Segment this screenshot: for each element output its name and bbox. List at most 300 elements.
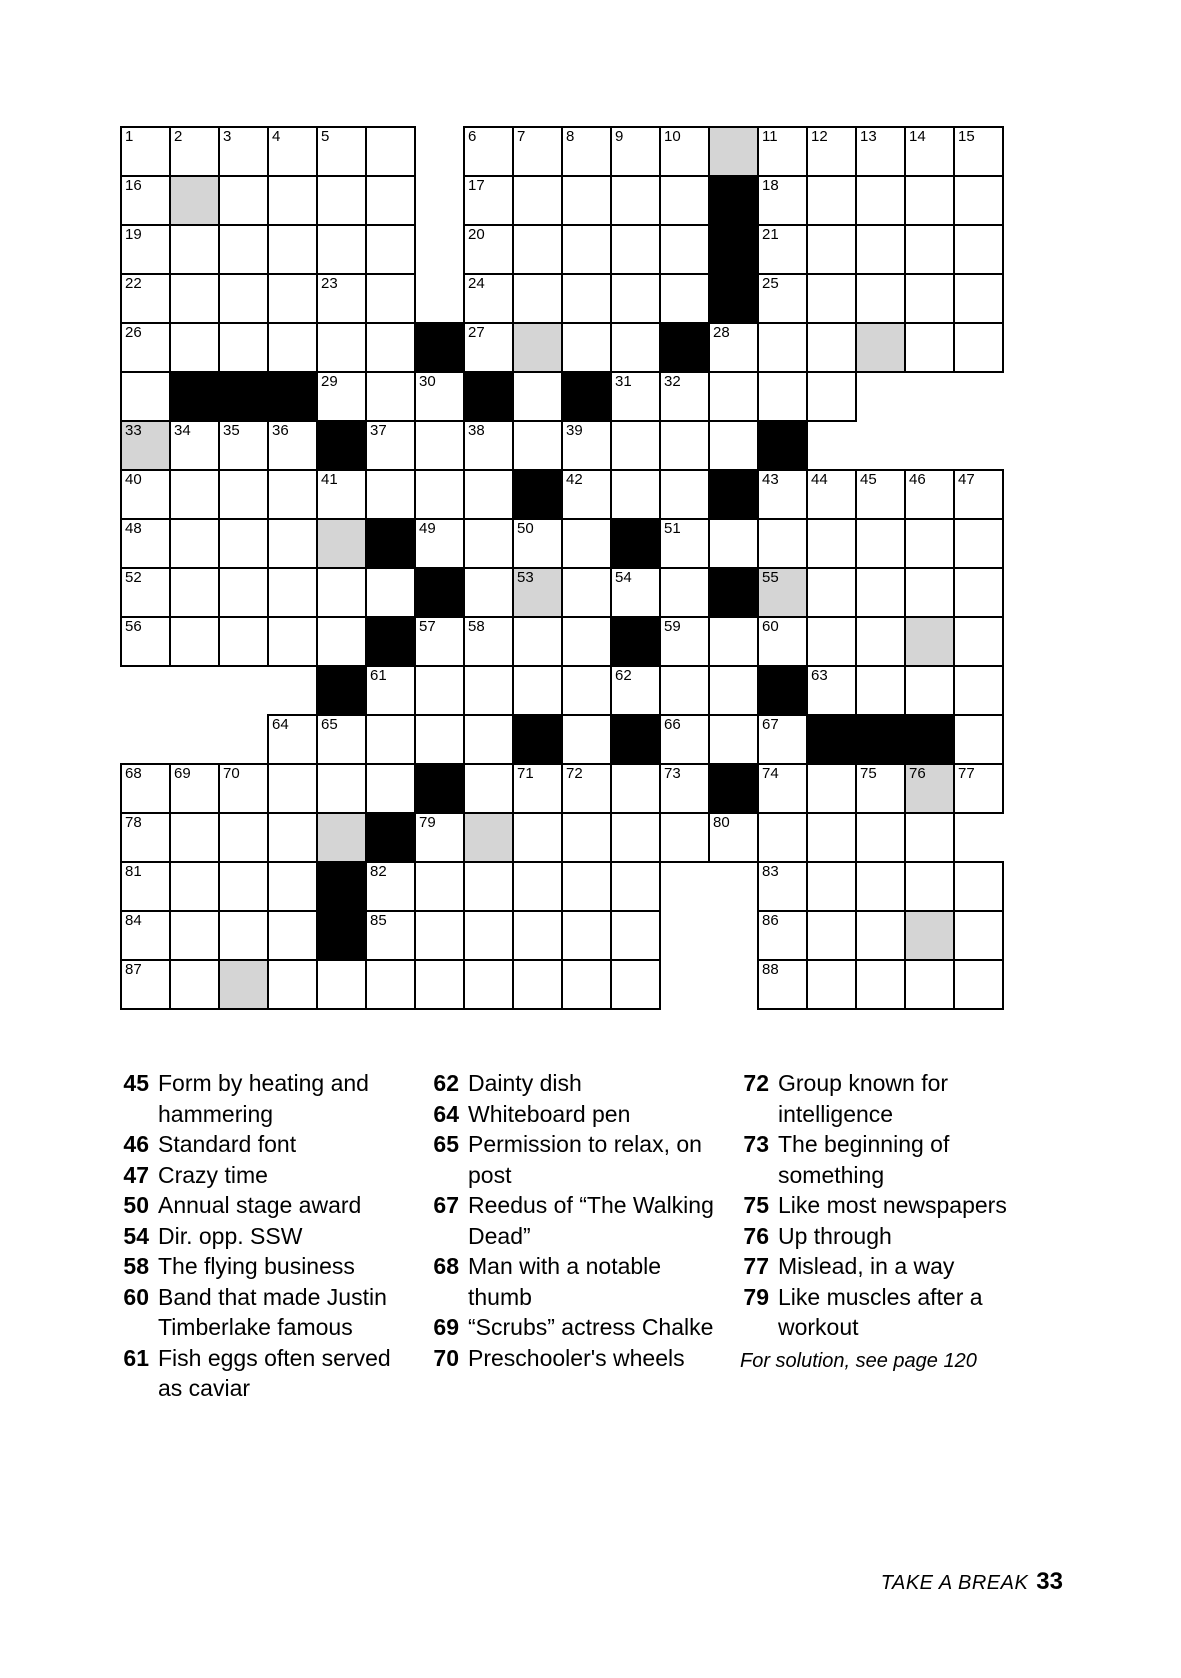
grid-cell[interactable] [807, 127, 856, 176]
grid-cell[interactable] [807, 568, 856, 617]
grid-cell[interactable] [905, 813, 954, 862]
grid-cell[interactable] [856, 764, 905, 813]
grid-cell[interactable] [415, 911, 464, 960]
grid-cell[interactable] [758, 470, 807, 519]
grid-cell[interactable] [562, 666, 611, 715]
grid-cell[interactable] [905, 568, 954, 617]
grid-cell[interactable] [121, 176, 170, 225]
grid-cell[interactable] [415, 617, 464, 666]
grid-cell[interactable] [317, 715, 366, 764]
crossword-grid[interactable] [120, 126, 1004, 1010]
grid-cell-number: 77 [958, 765, 975, 782]
grid-cell[interactable] [856, 568, 905, 617]
grid-cell[interactable] [121, 274, 170, 323]
grid-block [905, 715, 954, 764]
grid-cell[interactable] [807, 519, 856, 568]
grid-cell[interactable] [807, 176, 856, 225]
grid-cell[interactable] [954, 911, 1003, 960]
grid-cell[interactable] [856, 176, 905, 225]
grid-cell[interactable] [709, 421, 758, 470]
grid-cell[interactable] [170, 421, 219, 470]
grid-cell[interactable] [856, 960, 905, 1009]
grid-cell[interactable] [170, 274, 219, 323]
grid-cell[interactable] [562, 470, 611, 519]
grid-cell[interactable] [660, 813, 709, 862]
grid-cell[interactable] [317, 813, 366, 862]
grid-cell[interactable] [513, 617, 562, 666]
grid-cell[interactable] [709, 617, 758, 666]
grid-cell[interactable] [758, 127, 807, 176]
grid-cell[interactable] [219, 862, 268, 911]
grid-cell[interactable] [660, 421, 709, 470]
grid-cell[interactable] [170, 176, 219, 225]
grid-cell[interactable] [121, 470, 170, 519]
grid-cell[interactable] [856, 470, 905, 519]
grid-block [807, 715, 856, 764]
grid-cell[interactable] [513, 960, 562, 1009]
grid-cell-number: 45 [860, 471, 877, 488]
grid-cell[interactable] [660, 225, 709, 274]
grid-cell[interactable] [660, 617, 709, 666]
grid-cell[interactable] [366, 568, 415, 617]
grid-cell[interactable] [611, 470, 660, 519]
grid-cell[interactable] [660, 470, 709, 519]
grid-cell[interactable] [513, 862, 562, 911]
grid-cell[interactable] [268, 421, 317, 470]
grid-cell[interactable] [121, 323, 170, 372]
grid-cell[interactable] [268, 568, 317, 617]
grid-cell[interactable] [415, 470, 464, 519]
grid-cell[interactable] [317, 274, 366, 323]
grid-cell[interactable] [317, 470, 366, 519]
grid-cell[interactable] [219, 568, 268, 617]
grid-cell[interactable] [219, 617, 268, 666]
grid-cell[interactable] [170, 127, 219, 176]
grid-cell[interactable] [317, 960, 366, 1009]
grid-cell[interactable] [366, 911, 415, 960]
grid-cell[interactable] [660, 764, 709, 813]
grid-cell[interactable] [366, 666, 415, 715]
grid-cell[interactable] [611, 764, 660, 813]
grid-cell[interactable] [366, 176, 415, 225]
grid-cell-number: 50 [517, 520, 534, 537]
clue-list [120, 1068, 1070, 1404]
grid-cell[interactable] [219, 911, 268, 960]
grid-cell[interactable] [513, 127, 562, 176]
grid-cell[interactable] [317, 323, 366, 372]
grid-cell[interactable] [464, 960, 513, 1009]
grid-cell[interactable] [121, 372, 170, 421]
grid-cell[interactable] [905, 617, 954, 666]
grid-cell-number: 35 [223, 422, 240, 439]
grid-cell[interactable] [856, 862, 905, 911]
grid-cell[interactable] [219, 470, 268, 519]
grid-cell[interactable] [170, 568, 219, 617]
grid-cell[interactable] [905, 323, 954, 372]
grid-cell[interactable] [268, 911, 317, 960]
grid-cell[interactable] [954, 666, 1003, 715]
grid-void [905, 421, 954, 470]
grid-cell[interactable] [758, 813, 807, 862]
grid-cell[interactable] [513, 372, 562, 421]
grid-cell[interactable] [415, 715, 464, 764]
grid-cell[interactable] [905, 274, 954, 323]
grid-cell[interactable] [366, 372, 415, 421]
grid-cell[interactable] [317, 568, 366, 617]
clue-number: 68 [433, 1253, 459, 1279]
grid-cell[interactable] [366, 225, 415, 274]
grid-cell[interactable] [954, 470, 1003, 519]
grid-cell[interactable] [954, 225, 1003, 274]
grid-cell[interactable] [513, 666, 562, 715]
grid-cell[interactable] [611, 813, 660, 862]
grid-cell[interactable] [170, 960, 219, 1009]
grid-cell-number: 14 [909, 128, 926, 145]
grid-cell[interactable] [219, 323, 268, 372]
grid-cell[interactable] [464, 274, 513, 323]
grid-cell[interactable] [121, 225, 170, 274]
grid-cell[interactable] [660, 176, 709, 225]
grid-cell[interactable] [415, 960, 464, 1009]
grid-cell[interactable] [366, 127, 415, 176]
grid-cell[interactable] [170, 862, 219, 911]
grid-void [807, 421, 856, 470]
grid-block [709, 176, 758, 225]
grid-cell[interactable] [905, 470, 954, 519]
grid-cell[interactable] [268, 176, 317, 225]
grid-cell[interactable] [366, 470, 415, 519]
grid-cell[interactable] [709, 813, 758, 862]
grid-cell[interactable] [464, 617, 513, 666]
grid-cell[interactable] [758, 862, 807, 911]
clue-number: 45 [123, 1070, 149, 1096]
grid-cell[interactable] [758, 519, 807, 568]
grid-cell[interactable] [219, 813, 268, 862]
grid-cell[interactable] [856, 666, 905, 715]
grid-cell[interactable] [611, 225, 660, 274]
grid-cell[interactable] [562, 274, 611, 323]
grid-cell[interactable] [758, 568, 807, 617]
grid-cell[interactable] [758, 323, 807, 372]
grid-cell[interactable] [807, 813, 856, 862]
grid-cell[interactable] [170, 813, 219, 862]
grid-cell-number: 63 [811, 667, 828, 684]
grid-cell[interactable] [709, 323, 758, 372]
grid-cell[interactable] [121, 911, 170, 960]
grid-cell[interactable] [807, 911, 856, 960]
grid-cell[interactable] [513, 764, 562, 813]
clue-number: 47 [123, 1161, 149, 1188]
grid-cell[interactable] [954, 127, 1003, 176]
grid-block [758, 421, 807, 470]
grid-cell[interactable] [954, 176, 1003, 225]
grid-cell[interactable] [954, 274, 1003, 323]
grid-cell[interactable] [268, 127, 317, 176]
grid-cell[interactable] [562, 127, 611, 176]
grid-cell[interactable] [513, 568, 562, 617]
grid-cell[interactable] [954, 764, 1003, 813]
grid-cell[interactable] [709, 715, 758, 764]
grid-cell[interactable] [611, 372, 660, 421]
grid-cell[interactable] [366, 960, 415, 1009]
grid-cell[interactable] [562, 323, 611, 372]
grid-cell[interactable] [611, 127, 660, 176]
grid-cell[interactable] [709, 127, 758, 176]
grid-cell[interactable] [954, 519, 1003, 568]
grid-cell[interactable] [611, 911, 660, 960]
grid-cell[interactable] [464, 764, 513, 813]
grid-cell[interactable] [954, 960, 1003, 1009]
grid-cell[interactable] [513, 519, 562, 568]
grid-cell[interactable] [856, 127, 905, 176]
grid-cell[interactable] [464, 225, 513, 274]
grid-cell[interactable] [758, 911, 807, 960]
grid-cell[interactable] [807, 274, 856, 323]
grid-cell[interactable] [611, 960, 660, 1009]
crossword-table[interactable] [120, 126, 1004, 1010]
grid-cell[interactable] [905, 225, 954, 274]
grid-cell[interactable] [464, 568, 513, 617]
grid-cell[interactable] [464, 127, 513, 176]
grid-void [170, 666, 219, 715]
grid-cell-number: 32 [664, 373, 681, 390]
grid-block [415, 568, 464, 617]
grid-cell[interactable] [219, 127, 268, 176]
grid-cell[interactable] [562, 568, 611, 617]
grid-cell[interactable] [856, 911, 905, 960]
grid-cell[interactable] [268, 960, 317, 1009]
clue-column-3 [740, 1068, 1050, 1404]
grid-cell[interactable] [709, 666, 758, 715]
grid-cell[interactable] [758, 372, 807, 421]
grid-cell[interactable] [513, 176, 562, 225]
grid-cell[interactable] [366, 715, 415, 764]
grid-cell[interactable] [415, 421, 464, 470]
grid-cell[interactable] [121, 519, 170, 568]
grid-cell[interactable] [562, 225, 611, 274]
grid-cell[interactable] [464, 176, 513, 225]
grid-cell[interactable] [954, 617, 1003, 666]
grid-cell[interactable] [268, 519, 317, 568]
grid-cell[interactable] [905, 911, 954, 960]
grid-cell[interactable] [513, 225, 562, 274]
grid-cell[interactable] [954, 323, 1003, 372]
grid-cell[interactable] [513, 274, 562, 323]
grid-cell[interactable] [807, 666, 856, 715]
grid-cell[interactable] [464, 519, 513, 568]
grid-cell[interactable] [758, 176, 807, 225]
grid-cell[interactable] [856, 323, 905, 372]
grid-cell[interactable] [856, 617, 905, 666]
grid-cell[interactable] [268, 617, 317, 666]
grid-cell[interactable] [121, 862, 170, 911]
grid-cell[interactable] [121, 568, 170, 617]
grid-cell[interactable] [268, 813, 317, 862]
grid-cell[interactable] [807, 470, 856, 519]
grid-cell[interactable] [268, 764, 317, 813]
grid-cell-number: 47 [958, 471, 975, 488]
grid-cell[interactable] [660, 127, 709, 176]
grid-cell[interactable] [513, 813, 562, 862]
grid-cell[interactable] [121, 617, 170, 666]
grid-cell[interactable] [954, 862, 1003, 911]
grid-cell[interactable] [219, 421, 268, 470]
grid-cell[interactable] [562, 617, 611, 666]
grid-cell[interactable] [464, 421, 513, 470]
grid-cell[interactable] [905, 764, 954, 813]
grid-cell[interactable] [219, 519, 268, 568]
grid-cell[interactable] [758, 764, 807, 813]
grid-cell[interactable] [660, 568, 709, 617]
grid-cell[interactable] [611, 666, 660, 715]
grid-cell[interactable] [464, 323, 513, 372]
grid-cell[interactable] [268, 715, 317, 764]
grid-cell[interactable] [170, 323, 219, 372]
grid-cell[interactable] [807, 862, 856, 911]
grid-cell[interactable] [758, 225, 807, 274]
grid-cell[interactable] [562, 862, 611, 911]
clue-number: 54 [123, 1222, 149, 1249]
grid-cell[interactable] [611, 421, 660, 470]
grid-cell[interactable] [170, 225, 219, 274]
grid-cell-number: 2 [174, 128, 183, 145]
grid-cell[interactable] [268, 274, 317, 323]
grid-cell[interactable] [219, 225, 268, 274]
grid-cell[interactable] [415, 862, 464, 911]
grid-cell[interactable] [317, 225, 366, 274]
grid-cell[interactable] [317, 519, 366, 568]
grid-cell[interactable] [562, 813, 611, 862]
grid-cell[interactable] [170, 764, 219, 813]
grid-cell[interactable] [807, 764, 856, 813]
grid-cell[interactable] [219, 176, 268, 225]
grid-cell[interactable] [856, 274, 905, 323]
grid-cell[interactable] [758, 617, 807, 666]
grid-cell[interactable] [611, 274, 660, 323]
grid-cell[interactable] [513, 911, 562, 960]
grid-cell[interactable] [807, 960, 856, 1009]
grid-cell[interactable] [121, 813, 170, 862]
grid-cell[interactable] [954, 715, 1003, 764]
grid-cell[interactable] [219, 764, 268, 813]
grid-cell[interactable] [905, 862, 954, 911]
grid-cell[interactable] [366, 421, 415, 470]
grid-cell[interactable] [856, 519, 905, 568]
grid-cell[interactable] [807, 617, 856, 666]
grid-cell[interactable] [464, 470, 513, 519]
grid-cell-number: 48 [125, 520, 142, 537]
grid-cell[interactable] [611, 568, 660, 617]
grid-cell[interactable] [317, 764, 366, 813]
grid-cell[interactable] [660, 519, 709, 568]
grid-cell[interactable] [562, 421, 611, 470]
grid-cell[interactable] [856, 813, 905, 862]
grid-cell[interactable] [905, 666, 954, 715]
grid-cell[interactable] [856, 225, 905, 274]
grid-cell[interactable] [317, 127, 366, 176]
grid-cell[interactable] [905, 960, 954, 1009]
grid-cell[interactable] [807, 323, 856, 372]
grid-cell[interactable] [611, 323, 660, 372]
grid-cell[interactable] [317, 176, 366, 225]
grid-cell[interactable] [219, 960, 268, 1009]
grid-cell[interactable] [758, 715, 807, 764]
grid-cell[interactable] [415, 813, 464, 862]
grid-cell[interactable] [660, 715, 709, 764]
grid-cell[interactable] [709, 519, 758, 568]
grid-cell[interactable] [513, 323, 562, 372]
grid-cell[interactable] [758, 274, 807, 323]
grid-cell[interactable] [562, 764, 611, 813]
grid-cell[interactable] [758, 960, 807, 1009]
grid-cell[interactable] [366, 323, 415, 372]
grid-cell[interactable] [660, 274, 709, 323]
grid-cell[interactable] [954, 568, 1003, 617]
grid-cell-number: 65 [321, 716, 338, 733]
grid-cell[interactable] [905, 127, 954, 176]
grid-cell[interactable] [415, 519, 464, 568]
grid-cell[interactable] [268, 323, 317, 372]
grid-cell[interactable] [415, 666, 464, 715]
grid-cell[interactable] [464, 813, 513, 862]
grid-cell[interactable] [562, 960, 611, 1009]
grid-cell[interactable] [611, 176, 660, 225]
grid-cell[interactable] [219, 274, 268, 323]
grid-cell[interactable] [660, 666, 709, 715]
grid-block [611, 519, 660, 568]
grid-cell[interactable] [464, 666, 513, 715]
grid-cell[interactable] [464, 715, 513, 764]
clue-number: 62 [433, 1070, 459, 1096]
grid-cell[interactable] [121, 960, 170, 1009]
grid-cell[interactable] [268, 470, 317, 519]
grid-cell[interactable] [562, 176, 611, 225]
clue-text: Dainty dish [468, 1070, 582, 1096]
grid-cell[interactable] [562, 519, 611, 568]
grid-cell[interactable] [709, 372, 758, 421]
grid-cell[interactable] [905, 519, 954, 568]
grid-cell[interactable] [415, 372, 464, 421]
grid-cell[interactable] [660, 372, 709, 421]
grid-cell[interactable] [170, 470, 219, 519]
grid-cell[interactable] [562, 715, 611, 764]
grid-cell[interactable] [317, 372, 366, 421]
grid-cell[interactable] [807, 372, 856, 421]
grid-cell[interactable] [268, 225, 317, 274]
grid-cell-number: 33 [125, 422, 142, 439]
grid-cell[interactable] [366, 274, 415, 323]
grid-cell[interactable] [366, 862, 415, 911]
grid-cell[interactable] [121, 764, 170, 813]
grid-cell[interactable] [562, 911, 611, 960]
grid-cell[interactable] [464, 862, 513, 911]
grid-cell[interactable] [317, 617, 366, 666]
grid-void [219, 666, 268, 715]
grid-cell[interactable] [121, 421, 170, 470]
grid-cell[interactable] [170, 519, 219, 568]
grid-cell[interactable] [170, 911, 219, 960]
grid-cell[interactable] [513, 421, 562, 470]
grid-cell[interactable] [366, 764, 415, 813]
grid-cell[interactable] [464, 911, 513, 960]
grid-cell[interactable] [807, 225, 856, 274]
grid-cell[interactable] [268, 862, 317, 911]
grid-cell[interactable] [905, 176, 954, 225]
grid-cell[interactable] [611, 862, 660, 911]
grid-cell[interactable] [121, 127, 170, 176]
clue-text: Whiteboard pen [468, 1100, 631, 1127]
grid-cell[interactable] [170, 617, 219, 666]
